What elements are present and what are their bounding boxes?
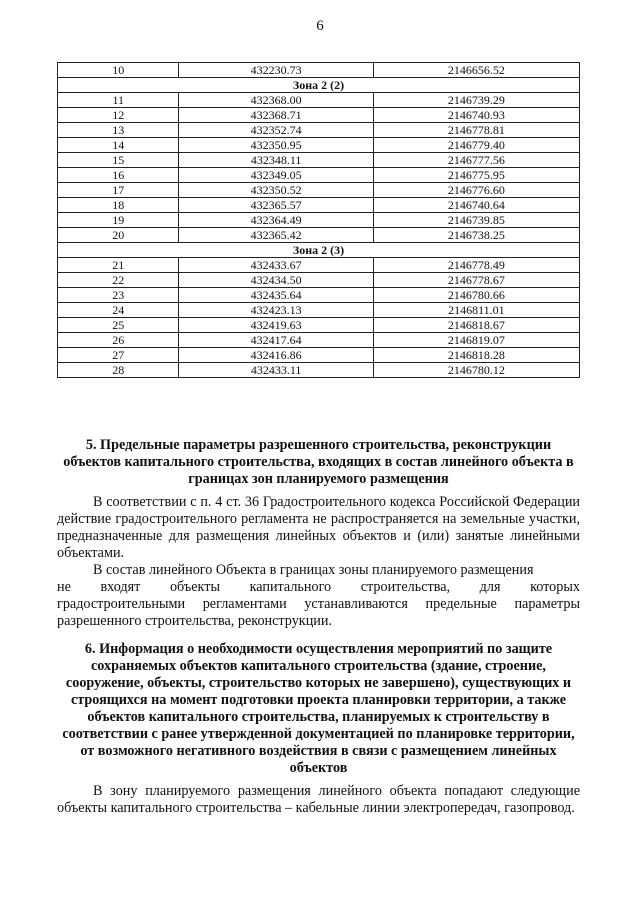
x-coordinate-cell: 432433.67	[179, 258, 373, 273]
y-coordinate-cell: 2146656.52	[373, 63, 579, 78]
point-number-cell: 27	[58, 348, 179, 363]
table-row	[58, 258, 580, 273]
point-number-cell: 14	[58, 138, 179, 153]
y-coordinate-cell: 2146738.25	[373, 228, 579, 243]
section-6-paragraph-1: В зону планируемого размещения линейного объекта попадают следующие объекты капитального строительства – кабельные линии электропередач, газопровод.	[57, 783, 580, 816]
zone-header-row	[58, 78, 580, 93]
x-coordinate-cell: 432349.05	[179, 168, 373, 183]
point-number-cell: 21	[58, 258, 179, 273]
point-number-cell: 19	[58, 213, 179, 228]
point-number-cell: 22	[58, 273, 179, 288]
section-5	[57, 437, 580, 630]
x-coordinate-cell: 432365.57	[179, 198, 373, 213]
x-coordinate-cell: 432348.11	[179, 153, 373, 168]
point-number-cell: 20	[58, 228, 179, 243]
y-coordinate-cell: 2146778.81	[373, 123, 579, 138]
y-coordinate-cell: 2146819.07	[373, 333, 579, 348]
y-coordinate-cell: 2146778.67	[373, 273, 579, 288]
x-coordinate-cell: 432350.95	[179, 138, 373, 153]
y-coordinate-cell: 2146740.64	[373, 198, 579, 213]
table-row	[58, 363, 580, 378]
x-coordinate-cell: 432368.71	[179, 108, 373, 123]
x-coordinate-cell: 432365.42	[179, 228, 373, 243]
section-6-heading: 6. Информация о необходимости осуществления мероприятий по защите сохраняемых объектов капитального строительства (здание, строение, сооружение, объекты, строительство которых не завершено), существующих и строящихся на момент подготовки проекта планировки территории, а также объектов капитального строительства, планируемых к строительству в соответствии с ранее утвержденной документацией по планировке территории, от возможного негативного воздействия в связи с размещением линейных объектов	[62, 641, 575, 776]
point-number-cell: 18	[58, 198, 179, 213]
point-number-cell: 10	[58, 63, 179, 78]
point-number-cell: 28	[58, 363, 179, 378]
section-5-paragraph-2-rest: градостроительными регламентами устанавливаются предельные параметры разрешенного строительства, реконструкции.	[57, 596, 580, 629]
x-coordinate-cell: 432434.50	[179, 273, 373, 288]
table-row	[58, 303, 580, 318]
x-coordinate-cell: 432416.86	[179, 348, 373, 363]
section-5-paragraph-2-line-2: не входят объекты капитального строительства, для которых	[57, 579, 580, 595]
y-coordinate-cell: 2146780.12	[373, 363, 579, 378]
table-row	[58, 93, 580, 108]
table-row	[58, 168, 580, 183]
zone-header-row	[58, 243, 580, 258]
table-row	[58, 108, 580, 123]
y-coordinate-cell: 2146780.66	[373, 288, 579, 303]
section-5-heading: 5. Предельные параметры разрешенного строительства, реконструкции объектов капитального строительства, входящих в состав линейного объекта в границах зон планируемого размещения	[63, 437, 574, 487]
x-coordinate-cell: 432435.64	[179, 288, 373, 303]
section-5-paragraph-1: В соответствии с п. 4 ст. 36 Градостроительного кодекса Российской Федерации действие градостроительного регламента не распространяется на земельные участки, предназначенные для размещения линейных объектов и (или) занятые линейными объектами.	[57, 494, 580, 561]
point-number-cell: 23	[58, 288, 179, 303]
y-coordinate-cell: 2146776.60	[373, 183, 579, 198]
x-coordinate-cell: 432423.13	[179, 303, 373, 318]
y-coordinate-cell: 2146818.67	[373, 318, 579, 333]
table-row	[58, 123, 580, 138]
x-coordinate-cell: 432352.74	[179, 123, 373, 138]
y-coordinate-cell: 2146779.40	[373, 138, 579, 153]
x-coordinate-cell: 432419.63	[179, 318, 373, 333]
y-coordinate-cell: 2146739.29	[373, 93, 579, 108]
y-coordinate-cell: 2146740.93	[373, 108, 579, 123]
table-row	[58, 138, 580, 153]
y-coordinate-cell: 2146739.85	[373, 213, 579, 228]
table-row	[58, 333, 580, 348]
y-coordinate-cell: 2146778.49	[373, 258, 579, 273]
point-number-cell: 26	[58, 333, 179, 348]
x-coordinate-cell: 432368.00	[179, 93, 373, 108]
table-row	[58, 153, 580, 168]
x-coordinate-cell: 432364.49	[179, 213, 373, 228]
zone-header-label: Зона 2 (3)	[58, 243, 580, 258]
table-row	[58, 348, 580, 363]
point-number-cell: 25	[58, 318, 179, 333]
point-number-cell: 16	[58, 168, 179, 183]
x-coordinate-cell: 432230.73	[179, 63, 373, 78]
table-row	[58, 228, 580, 243]
x-coordinate-cell: 432433.11	[179, 363, 373, 378]
point-number-cell: 17	[58, 183, 179, 198]
y-coordinate-cell: 2146818.28	[373, 348, 579, 363]
y-coordinate-cell: 2146775.95	[373, 168, 579, 183]
section-5-paragraph-2-line-1: В состав линейного Объекта в границах зоны планируемого размещения	[93, 562, 534, 578]
point-number-cell: 24	[58, 303, 179, 318]
table-row	[58, 183, 580, 198]
table-row	[58, 318, 580, 333]
point-number-cell: 12	[58, 108, 179, 123]
point-number-cell: 15	[58, 153, 179, 168]
table-row	[58, 198, 580, 213]
section-6	[57, 641, 580, 817]
zone-header-label: Зона 2 (2)	[58, 78, 580, 93]
table-row	[58, 63, 580, 78]
table-row	[58, 273, 580, 288]
y-coordinate-cell: 2146811.01	[373, 303, 579, 318]
x-coordinate-cell: 432350.52	[179, 183, 373, 198]
table-row	[58, 213, 580, 228]
y-coordinate-cell: 2146777.56	[373, 153, 579, 168]
point-number-cell: 11	[58, 93, 179, 108]
table-row	[58, 288, 580, 303]
coordinates-table	[57, 62, 580, 378]
x-coordinate-cell: 432417.64	[179, 333, 373, 348]
point-number-cell: 13	[58, 123, 179, 138]
section-5-paragraph-2	[57, 562, 580, 579]
page-number: 6	[316, 18, 324, 34]
